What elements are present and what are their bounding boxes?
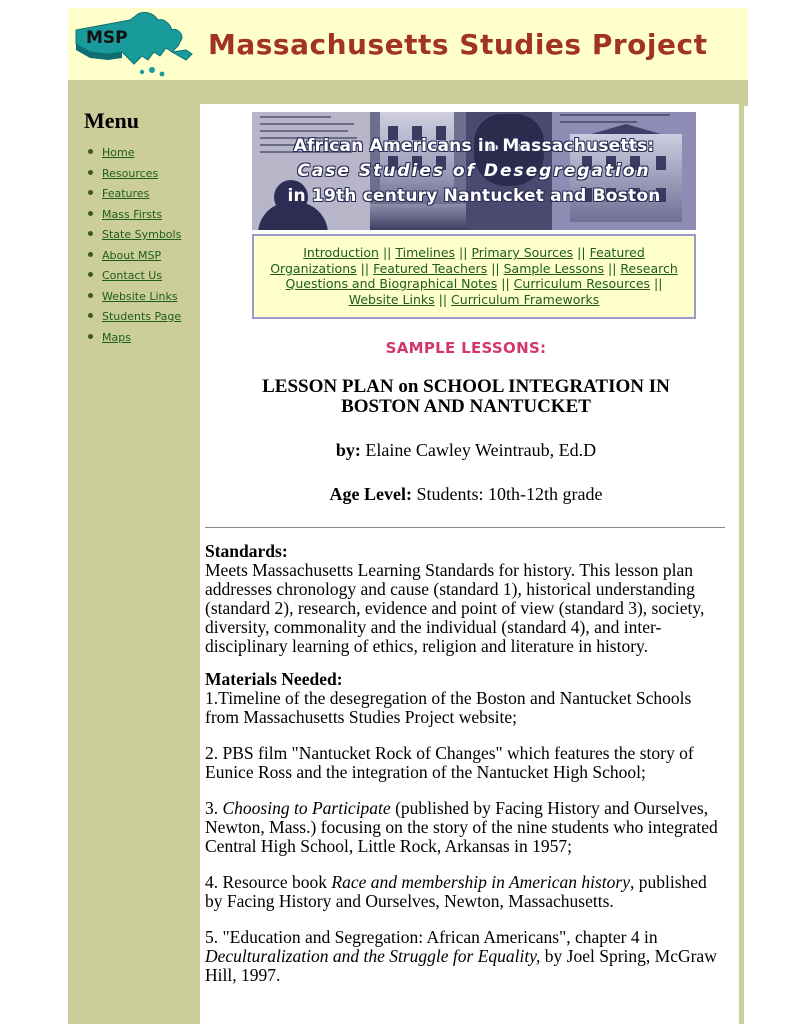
sidebar-item-state-symbols[interactable]: [86, 226, 200, 242]
banner-wrapper: [252, 112, 696, 230]
sidebar-item-about-msp[interactable]: [86, 247, 200, 263]
sidebar-link-maps[interactable]: Maps: [102, 330, 131, 344]
sidebar-item-students-page[interactable]: [86, 308, 200, 324]
page-banner-image: [252, 112, 696, 230]
sidebar-item-contact-us[interactable]: [86, 267, 200, 283]
nav-link-timelines[interactable]: Timelines: [395, 245, 456, 260]
sidebar-item-website-links[interactable]: [86, 288, 200, 304]
nav-separator: ||: [491, 260, 500, 276]
nav-link-introduction[interactable]: Introduction: [303, 245, 379, 260]
section-divider: [205, 527, 725, 528]
sidebar-link-resources[interactable]: Resources: [102, 166, 159, 180]
materials-item-3-prefix: 3.: [205, 798, 223, 818]
by-label: by:: [335, 440, 361, 460]
materials-item-5-rest: by Joel Spring, McGraw Hill, 1997.: [205, 946, 717, 985]
author-byline: [205, 440, 727, 461]
nav-link-curriculum-resources[interactable]: Curriculum Resources: [513, 276, 651, 291]
nav-link-sample-lessons[interactable]: Sample Lessons: [503, 260, 605, 276]
age-level-label: Age Level:: [329, 484, 412, 504]
nav-separator: ||: [654, 276, 663, 291]
sidebar-link-mass-firsts[interactable]: Mass Firsts: [102, 207, 163, 221]
age-level-value: Students: 10th-12th grade: [416, 484, 603, 504]
site-header: [68, 8, 748, 80]
nav-separator: ||: [459, 245, 468, 260]
standards-text: Meets Massachusetts Learning Standards for history. This lesson plan addresses chronology and cause (standard 1), historical understanding (standard 2), research, evidence and point of view (standard 3), society, diversity, commonality and the individual (standard 4), and inter-disciplinary learning of ethics, religion and literature in history.: [205, 560, 705, 656]
standards-section: [205, 542, 727, 656]
banner-line-1: African Americans in Massachusetts:: [293, 136, 655, 156]
sidebar-item-resources[interactable]: [86, 165, 200, 181]
banner-line-2: Case Studies of Desegregation: [297, 161, 651, 181]
materials-item-4: [205, 873, 727, 911]
materials-item-3-rest: (published by Facing History and Ourselves, Newton, Mass.) focusing on the story of the nine students who integrated Central High School, Little Rock, Arkansas in 1957;: [205, 798, 718, 856]
nav-separator: ||: [577, 245, 586, 260]
sidebar-link-website-links[interactable]: Website Links: [102, 289, 178, 303]
author-name: Elaine Cawley Weintraub, Ed.D: [365, 440, 597, 460]
materials-item-4-rest: , published by Facing History and Ourselves, Newton, Massachusetts.: [205, 872, 707, 911]
nav-link-primary-sources[interactable]: Primary Sources: [471, 245, 574, 260]
nav-separator: ||: [382, 245, 392, 260]
sidebar-item-maps[interactable]: [86, 329, 200, 345]
nav-link-featured-teachers[interactable]: Featured Teachers: [373, 260, 488, 276]
sidebar-link-home[interactable]: Home: [102, 146, 135, 159]
materials-item-5: [205, 928, 727, 985]
page-title: LESSON PLAN on SCHOOL INTEGRATION IN BOSTON AND NANTUCKET: [262, 376, 670, 417]
banner-line-3: in 19th century Nantucket and Boston: [287, 186, 661, 206]
materials-item-5-prefix: 5. "Education and Segregation: African Americans", chapter 4 in: [205, 927, 658, 947]
nav-link-curriculum-frameworks[interactable]: Curriculum Frameworks: [451, 291, 600, 307]
sidebar-menu: [80, 144, 200, 345]
sidebar-item-home[interactable]: [86, 144, 200, 160]
sidebar-link-about-msp[interactable]: About MSP: [102, 248, 162, 262]
materials-item-2: 2. PBS film "Nantucket Rock of Changes" which features the story of Eunice Ross and the integration of the Nantucket High School;: [205, 743, 694, 782]
sidebar-link-features[interactable]: Features: [102, 187, 150, 200]
materials-section: [205, 670, 727, 985]
materials-item-3-title: Choosing to Participate: [222, 798, 391, 818]
sidebar-item-mass-firsts[interactable]: [86, 206, 200, 222]
sidebar-link-students-page[interactable]: Students Page: [102, 310, 182, 323]
svg-text:MSP: MSP: [86, 28, 128, 48]
nav-separator: ||: [438, 291, 448, 307]
msp-massachusetts-logo: [68, 8, 208, 80]
nav-link-research-questions[interactable]: Research Questions and Biographical Notes: [285, 260, 678, 291]
lesson-body: [200, 339, 739, 985]
nav-link-website-links[interactable]: Website Links: [348, 291, 435, 307]
nav-link-featured-organizations[interactable]: Featured Organizations: [270, 245, 645, 276]
sidebar-link-contact-us[interactable]: Contact Us: [102, 269, 163, 282]
materials-item-1: 1.Timeline of the desegregation of the Boston and Nantucket Schools from Massachusetts Studies Project website;: [205, 688, 692, 727]
materials-item-4-title: Race and membership in American history: [331, 872, 630, 892]
sample-lessons-heading: SAMPLE LESSONS:: [385, 339, 547, 357]
nav-separator: ||: [608, 260, 617, 276]
standards-heading: Standards:: [205, 541, 288, 561]
main-content: [200, 104, 744, 1024]
banner-title-text: [252, 134, 696, 209]
sidebar-link-state-symbols[interactable]: State Symbols: [102, 228, 182, 241]
sidebar: [68, 80, 200, 1024]
section-navigation-box: [252, 234, 696, 319]
materials-item-4-prefix: 4. Resource book: [205, 872, 332, 892]
age-level-row: [205, 484, 727, 505]
site-title: Massachusetts Studies Project: [208, 27, 708, 61]
sidebar-item-features[interactable]: [86, 185, 200, 201]
nav-separator: ||: [360, 260, 370, 276]
materials-item-5-title: Deculturalization and the Struggle for Equality,: [205, 946, 541, 966]
materials-heading: Materials Needed:: [205, 669, 343, 689]
nav-separator: ||: [501, 276, 510, 291]
menu-title: Menu: [84, 108, 139, 133]
materials-item-3: [205, 799, 727, 856]
